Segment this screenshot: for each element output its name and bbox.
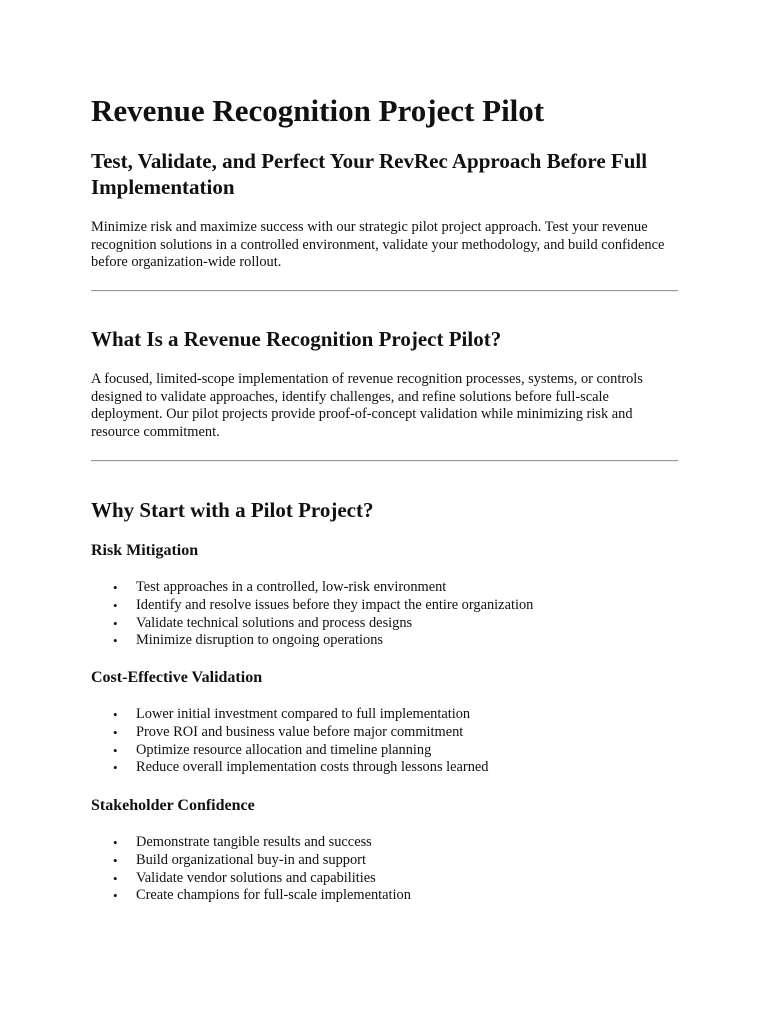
list-item-text: Identify and resolve issues before they impact the entire organization [136, 596, 534, 613]
page-title: Revenue Recognition Project Pilot [91, 93, 545, 128]
list-item [91, 706, 679, 724]
bullet-icon: • [113, 597, 118, 613]
bullet-icon: • [113, 580, 118, 595]
why-heading: Why Start with a Pilot Project? [91, 498, 374, 522]
intro-paragraph: Minimize risk and maximize success with our strategic pilot project approach. Test your revenue recognition solutions in a controlled environment, validate your methodology, and build confidence before organization-wide rollout. [91, 219, 665, 270]
risk-mitigation-heading: Risk Mitigation [91, 542, 199, 559]
bullet-icon: • [113, 615, 118, 631]
stakeholder-confidence-list [91, 834, 679, 905]
cost-effective-validation-heading: Cost-Effective Validation [91, 669, 263, 686]
list-item-text: Create champions for full-scale implementation [136, 887, 411, 904]
stakeholder-confidence-heading: Stakeholder Confidence [91, 797, 255, 814]
list-item-text: Prove ROI and business value before major commitment [136, 723, 464, 740]
list-item [91, 597, 679, 615]
list-item-text: Demonstrate tangible results and success [136, 834, 372, 850]
bullet-icon: • [113, 852, 118, 868]
risk-mitigation-list [91, 579, 679, 650]
list-item [91, 852, 679, 870]
list-item [91, 615, 679, 633]
list-item-text: Validate technical solutions and process designs [136, 614, 413, 631]
section-divider [91, 460, 678, 462]
list-item-text: Optimize resource allocation and timeline planning [136, 741, 432, 758]
list-item-text: Lower initial investment compared to full implementation [136, 706, 471, 722]
page-subtitle: Test, Validate, and Perfect Your RevRec Approach Before Full Implementation [91, 149, 648, 199]
list-item-text: Validate vendor solutions and capabilities [136, 869, 376, 886]
bullet-icon: • [113, 888, 118, 904]
list-item [91, 724, 679, 742]
bullet-icon: • [113, 870, 118, 886]
list-item-text: Test approaches in a controlled, low-risk environment [136, 579, 447, 595]
list-item-text: Build organizational buy-in and support [136, 851, 366, 868]
list-item-text: Minimize disruption to ongoing operations [136, 632, 384, 649]
list-item [91, 632, 679, 650]
bullet-icon: • [113, 835, 118, 850]
bullet-icon: • [113, 760, 118, 776]
what-heading: What Is a Revenue Recognition Project Pilot? [91, 327, 502, 351]
list-item [91, 834, 679, 852]
list-item [91, 742, 679, 760]
bullet-icon: • [113, 707, 118, 722]
list-item [91, 579, 679, 597]
section-divider [91, 290, 678, 292]
bullet-icon: • [113, 633, 118, 649]
bullet-icon: • [113, 742, 118, 758]
list-item-text: Reduce overall implementation costs through lessons learned [136, 759, 489, 776]
cost-effective-validation-list [91, 706, 679, 777]
list-item [91, 759, 679, 777]
bullet-icon: • [113, 724, 118, 740]
list-item [91, 870, 679, 888]
list-item [91, 887, 679, 905]
what-paragraph: A focused, limited-scope implementation of revenue recognition processes, systems, or controls designed to validate approaches, identify challenges, and refine solutions before full-scale deployment. Our pilot projects provide proof-of-concept validation while minimizing risk and resource commitment. [91, 371, 643, 440]
